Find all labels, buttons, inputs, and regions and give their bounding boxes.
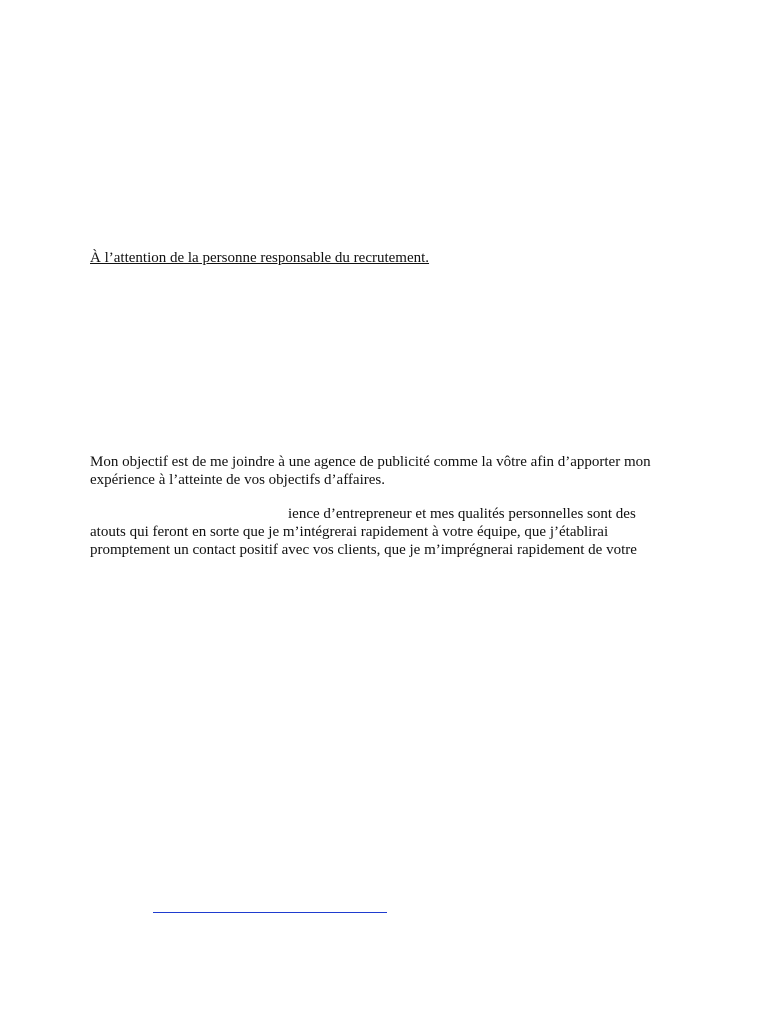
paragraph-line: Mon objectif est de me joindre à une agence de publicité comme la vôtre afin d’apporter mon	[90, 454, 651, 470]
paragraph-line: ience d’entrepreneur et mes qualités personnelles sont des	[288, 506, 636, 522]
paragraph-line: atouts qui feront en sorte que je m’intégrerai rapidement à votre équipe, que j’établirai	[90, 524, 609, 540]
paragraph-line: expérience à l’atteinte de vos objectifs d’affaires.	[90, 472, 385, 488]
hyperlink-underline[interactable]	[153, 912, 387, 913]
letter-salutation: À l’attention de la personne responsable du recrutement.	[90, 250, 430, 266]
paragraph-line: promptement un contact positif avec vos clients, que je m’imprégnerai rapidement de votre	[90, 542, 637, 558]
paragraph-objective	[90, 453, 651, 489]
paragraph-qualities	[90, 505, 637, 559]
